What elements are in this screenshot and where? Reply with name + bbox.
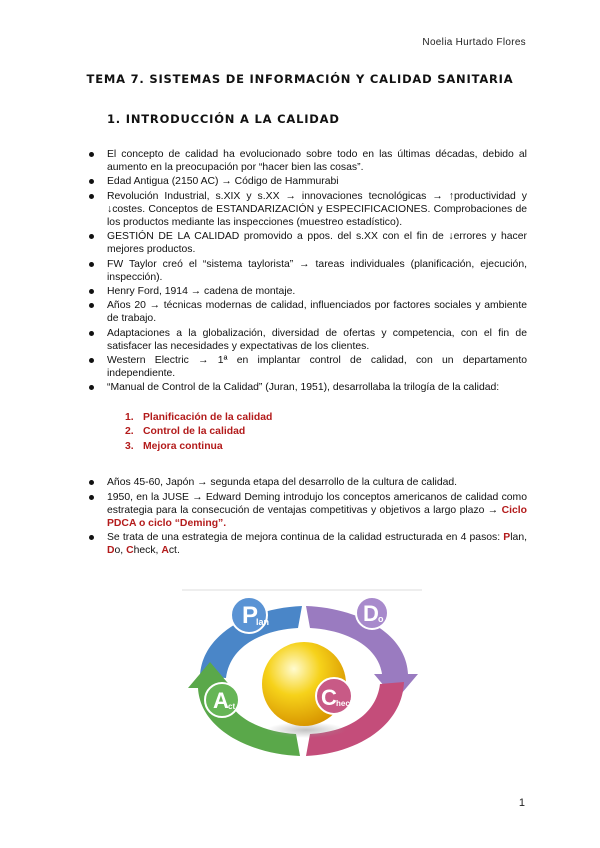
document-title: TEMA 7. SISTEMAS DE INFORMACIÓN Y CALIDAD SANITARIA xyxy=(86,72,514,86)
list-item: 1950, en la JUSE → Edward Deming introdujo los conceptos americanos de calidad como estrategia para la consecución de ventajas competitivas y objetivos a largo plazo → Ciclo PDCA o ciclo “Deming”. xyxy=(87,491,527,531)
section-title: 1. INTRODUCCIÓN A LA CALIDAD xyxy=(107,112,340,126)
list-item: Adaptaciones a la globalización, diversidad de ofertas y competencia, con el fin de satisfacer las necesidades y expectativas de los clientes. xyxy=(87,327,527,353)
list-item: FW Taylor creó el “sistema taylorista” → tareas individuales (planificación, ejecución, inspección). xyxy=(87,258,527,284)
page-number: 1 xyxy=(518,797,525,809)
plan-label-rest: lan xyxy=(256,617,270,627)
check-label-rest: heck xyxy=(336,699,355,708)
act-label-initial: A xyxy=(213,688,229,713)
list-item: Revolución Industrial, s.XIX y s.XX → innovaciones tecnológicas → ↑productividad y ↓costes. Conceptos de ESTANDARIZACIÓN y ESPECIFICACIONES. Comprobaciones de los productos mediante las inspecciones (muestreo estadístico). xyxy=(87,190,527,230)
list-item: “Manual de Control de la Calidad” (Juran, 1951), desarrollaba la trilogía de la calidad: xyxy=(87,381,527,394)
list-item: Henry Ford, 1914 → cadena de montaje. xyxy=(87,285,527,298)
do-label-initial: D xyxy=(363,601,379,626)
pdca-cycle-diagram xyxy=(182,588,422,766)
list-item: El concepto de calidad ha evolucionado sobre todo en las últimas décadas, debido al aumento en la preocupación por “hacer bien las cosas”. xyxy=(87,148,527,174)
trilogy-item: 3. Mejora continua xyxy=(125,440,223,452)
list-item: Edad Antigua (2150 AC) → Código de Hammurabi xyxy=(87,175,527,188)
content-body xyxy=(87,148,527,559)
act-label-rest: ct xyxy=(228,702,236,711)
do-label-rest: o xyxy=(378,614,384,624)
list-item: Western Electric → 1ª en implantar control de calidad, con un departamento independiente. xyxy=(87,354,527,380)
check-label-initial: C xyxy=(321,685,337,710)
trilogy-item: 1. Planificación de la calidad xyxy=(125,411,273,423)
list-item: Años 45-60, Japón → segunda etapa del desarrollo de la cultura de calidad. xyxy=(87,476,527,489)
list-item: Se trata de una estrategia de mejora continua de la calidad estructurada en 4 pasos: Plan, Do, Check, Act. xyxy=(87,531,527,557)
list-item: GESTIÓN DE LA CALIDAD promovido a ppos. del s.XX con el fin de ↓errores y hacer mejores productos. xyxy=(87,230,527,256)
quality-trilogy-list xyxy=(125,411,527,455)
plan-label-initial: P xyxy=(242,602,259,629)
header-author: Noelia Hurtado Flores xyxy=(422,37,526,48)
trilogy-item: 2. Control de la calidad xyxy=(125,426,246,438)
list-item: Años 20 → técnicas modernas de calidad, influenciados por factores sociales y ambiente de trabajo. xyxy=(87,299,527,325)
